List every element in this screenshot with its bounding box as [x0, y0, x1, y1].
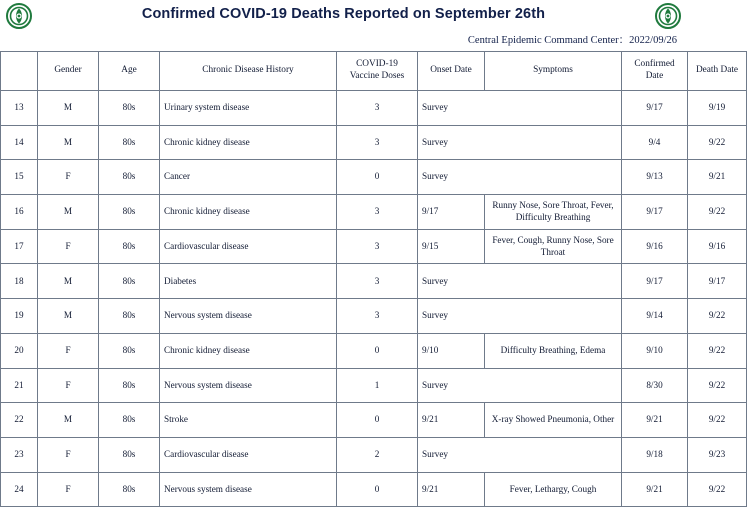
cell-confirmed-date: 9/14: [622, 299, 688, 334]
cell-survey: Survey: [418, 125, 622, 160]
cell-survey: Survey: [418, 299, 622, 334]
cell-survey: Survey: [418, 437, 622, 472]
page-title: Confirmed COVID-19 Deaths Reported on September 26th: [141, 6, 546, 22]
cell-confirmed-date: 9/18: [622, 437, 688, 472]
cell-onset-date: 9/17: [418, 195, 485, 230]
cell-doses: 3: [337, 195, 418, 230]
cell-confirmed-date: 9/4: [622, 125, 688, 160]
cell-disease: Nervous system disease: [160, 299, 337, 334]
table-row: [1, 91, 747, 126]
column-header-confirmed: Confirmed Date: [622, 52, 688, 91]
cell-death-date: 9/22: [688, 333, 747, 368]
cell-age: 80s: [99, 195, 160, 230]
cell-age: 80s: [99, 368, 160, 403]
cell-disease: Urinary system disease: [160, 91, 337, 126]
cell-age: 80s: [99, 437, 160, 472]
cell-index: 14: [1, 125, 38, 160]
cell-death-date: 9/22: [688, 472, 747, 507]
cell-death-date: 9/22: [688, 125, 747, 160]
cell-doses: 0: [337, 333, 418, 368]
cell-index: 18: [1, 264, 38, 299]
cell-survey: Survey: [418, 160, 622, 195]
cell-age: 80s: [99, 333, 160, 368]
cell-index: 13: [1, 91, 38, 126]
cell-age: 80s: [99, 229, 160, 264]
cell-index: 20: [1, 333, 38, 368]
cell-doses: 3: [337, 91, 418, 126]
cell-gender: M: [38, 264, 99, 299]
cell-age: 80s: [99, 160, 160, 195]
cell-death-date: 9/19: [688, 91, 747, 126]
cell-death-date: 9/22: [688, 299, 747, 334]
deaths-table: [0, 51, 747, 507]
cell-death-date: 9/22: [688, 195, 747, 230]
column-header-onset: Onset Date: [418, 52, 485, 91]
cell-confirmed-date: 8/30: [622, 368, 688, 403]
table-row: [1, 368, 747, 403]
cell-survey: Survey: [418, 264, 622, 299]
column-header-doses: COVID-19 Vaccine Doses: [337, 52, 418, 91]
cell-index: 21: [1, 368, 38, 403]
cell-doses: 2: [337, 437, 418, 472]
cell-doses: 3: [337, 264, 418, 299]
cell-doses: 0: [337, 160, 418, 195]
cell-gender: F: [38, 333, 99, 368]
cell-confirmed-date: 9/16: [622, 229, 688, 264]
cell-gender: F: [38, 472, 99, 507]
cell-death-date: 9/21: [688, 160, 747, 195]
cell-symptoms: X-ray Showed Pneumonia, Other: [485, 403, 622, 438]
cell-age: 80s: [99, 472, 160, 507]
cell-gender: M: [38, 195, 99, 230]
cell-confirmed-date: 9/17: [622, 264, 688, 299]
cell-index: 17: [1, 229, 38, 264]
cell-gender: M: [38, 403, 99, 438]
cell-disease: Stroke: [160, 403, 337, 438]
cell-survey: Survey: [418, 368, 622, 403]
cell-doses: 1: [337, 368, 418, 403]
cell-death-date: 9/22: [688, 403, 747, 438]
table-row: [1, 160, 747, 195]
cell-onset-date: 9/21: [418, 472, 485, 507]
cell-gender: F: [38, 229, 99, 264]
cell-doses: 0: [337, 472, 418, 507]
table-body: [1, 91, 747, 507]
cell-death-date: 9/16: [688, 229, 747, 264]
cell-confirmed-date: 9/21: [622, 403, 688, 438]
cell-disease: Cardiovascular disease: [160, 437, 337, 472]
cell-age: 80s: [99, 299, 160, 334]
cell-confirmed-date: 9/21: [622, 472, 688, 507]
source-caption: Central Epidemic Command Center：2022/09/26: [467, 35, 677, 46]
cell-age: 80s: [99, 91, 160, 126]
cell-index: 22: [1, 403, 38, 438]
table-header-row: [1, 52, 747, 91]
epidemic-command-center-logo-icon-right: [655, 3, 681, 29]
cell-gender: F: [38, 368, 99, 403]
cell-confirmed-date: 9/10: [622, 333, 688, 368]
cell-gender: F: [38, 160, 99, 195]
cell-index: 19: [1, 299, 38, 334]
cell-onset-date: 9/10: [418, 333, 485, 368]
cell-disease: Diabetes: [160, 264, 337, 299]
cell-doses: 3: [337, 125, 418, 160]
cell-age: 80s: [99, 403, 160, 438]
cell-death-date: 9/17: [688, 264, 747, 299]
column-header-index: [1, 52, 38, 91]
table-row: [1, 472, 747, 507]
table-row: [1, 195, 747, 230]
cell-disease: Nervous system disease: [160, 368, 337, 403]
page-header: [0, 0, 687, 30]
cell-disease: Chronic kidney disease: [160, 125, 337, 160]
cell-confirmed-date: 9/17: [622, 91, 688, 126]
table-row: [1, 437, 747, 472]
cell-disease: Chronic kidney disease: [160, 333, 337, 368]
table-row: [1, 264, 747, 299]
cell-doses: 0: [337, 403, 418, 438]
cell-confirmed-date: 9/13: [622, 160, 688, 195]
cell-index: 23: [1, 437, 38, 472]
cell-age: 80s: [99, 264, 160, 299]
cell-age: 80s: [99, 125, 160, 160]
cell-survey: Survey: [418, 91, 622, 126]
cell-symptoms: Fever, Lethargy, Cough: [485, 472, 622, 507]
cell-onset-date: 9/15: [418, 229, 485, 264]
cell-disease: Chronic kidney disease: [160, 195, 337, 230]
table-row: [1, 125, 747, 160]
column-header-symptoms: Symptoms: [485, 52, 622, 91]
column-header-gender: Gender: [38, 52, 99, 91]
column-header-death: Death Date: [688, 52, 747, 91]
cell-gender: M: [38, 91, 99, 126]
cell-symptoms: Fever, Cough, Runny Nose, Sore Throat: [485, 229, 622, 264]
cell-index: 15: [1, 160, 38, 195]
cell-disease: Cardiovascular disease: [160, 229, 337, 264]
cell-gender: M: [38, 299, 99, 334]
cell-disease: Nervous system disease: [160, 472, 337, 507]
table-row: [1, 229, 747, 264]
cell-death-date: 9/23: [688, 437, 747, 472]
cell-doses: 3: [337, 229, 418, 264]
cell-symptoms: Difficulty Breathing, Edema: [485, 333, 622, 368]
table-row: [1, 333, 747, 368]
column-header-age: Age: [99, 52, 160, 91]
cell-disease: Cancer: [160, 160, 337, 195]
table-row: [1, 299, 747, 334]
column-header-disease: Chronic Disease History: [160, 52, 337, 91]
cell-confirmed-date: 9/17: [622, 195, 688, 230]
cell-symptoms: Runny Nose, Sore Throat, Fever, Difficulty Breathing: [485, 195, 622, 230]
cell-doses: 3: [337, 299, 418, 334]
cell-gender: M: [38, 125, 99, 160]
table-row: [1, 403, 747, 438]
cell-onset-date: 9/21: [418, 403, 485, 438]
cell-index: 16: [1, 195, 38, 230]
cell-index: 24: [1, 472, 38, 507]
cell-death-date: 9/22: [688, 368, 747, 403]
cell-gender: F: [38, 437, 99, 472]
